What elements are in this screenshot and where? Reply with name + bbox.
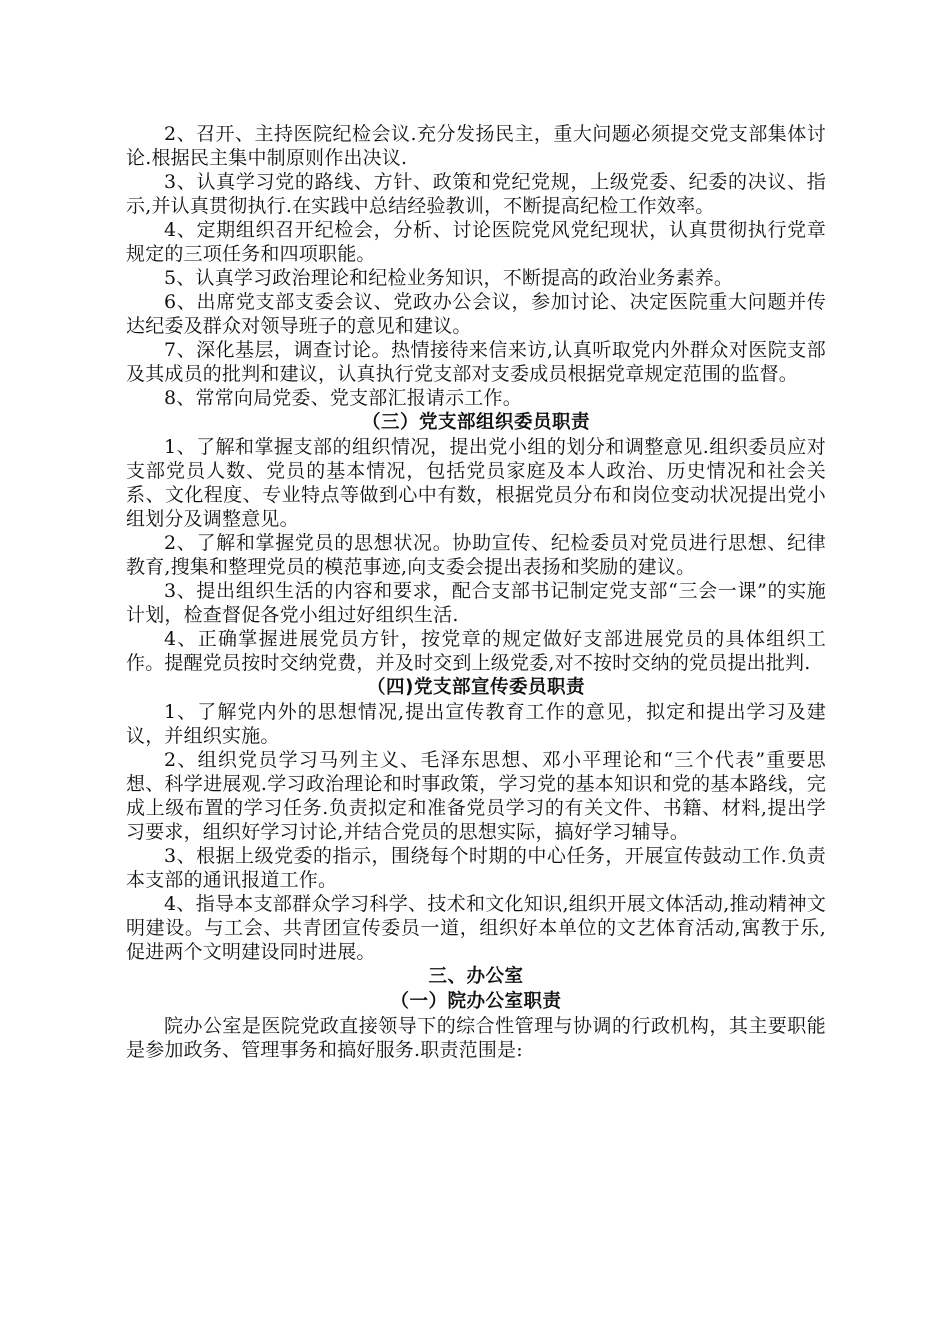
section-heading-publicity: （四)党支部宣传委员职责 <box>367 677 585 698</box>
paragraph-discipline-6: 6、出席党支部支委会议、党政办公会议，参加讨论、决定医院重大问题并传达纪委及群众对领导班子的意见和建议。 <box>126 291 826 337</box>
paragraph-organization-4: 4、正确掌握进展党员方针，按党章的规定做好支部进展党员的具体组织工作。提醒党员按时交纳党费，并及时交到上级党委,对不按时交纳的党员提出批判. <box>126 628 826 674</box>
paragraph-discipline-7: 7、深化基层，调查讨论。热情接待来信来访,认真听取党内外群众对医院支部及其成员的批判和建议，认真执行党支部对支委成员根据党章规定范围的监督。 <box>126 339 826 385</box>
section-heading-organization: （三）党支部组织委员职责 <box>361 412 590 433</box>
paragraph-discipline-5: 5、认真学习政治理论和纪检业务知识，不断提高的政治业务素养。 <box>164 267 734 289</box>
paragraph-publicity-3: 3、根据上级党委的指示，围绕每个时期的中心任务，开展宣传鼓动工作.负责本支部的通讯报道工作。 <box>126 845 826 891</box>
section-heading-office-duties: （一）院办公室职责 <box>390 991 562 1012</box>
paragraph-publicity-2: 2、组织党员学习马列主义、毛泽东思想、邓小平理论和“三个代表”重要思想、科学进展观.学习政治理论和时事政策，学习党的基本知识和党的基本路线，完成上级布置的学习任务.负责拟定和准备党员学习的有关文件、书籍、材料,提出学习要求，组织好学习讨论,并结合党员的思想实际，搞好学习辅导。 <box>126 749 826 843</box>
paragraph-organization-1: 1、了解和掌握支部的组织情况，提出党小组的划分和调整意见.组织委员应对支部党员人数、党员的基本情况，包括党员家庭及本人政治、历史情况和社会关系、文化程度、专业特点等做到心中有数，根据党员分布和岗位变动状况提出党小组划分及调整意见。 <box>126 436 826 530</box>
paragraph-organization-2: 2、了解和掌握党员的思想状况。协助宣传、纪检委员对党员进行思想、纪律教育,搜集和整理党员的模范事迹,向支委会提出表扬和奖励的建议。 <box>126 532 826 578</box>
document-body <box>126 122 826 1062</box>
part-heading-office: 三、办公室 <box>428 966 524 987</box>
paragraph-discipline-2: 2、召开、主持医院纪检会议.充分发扬民主，重大问题必须提交党支部集体讨论.根据民主集中制原则作出决议. <box>126 123 826 169</box>
paragraph-discipline-8: 8、常常向局党委、党支部汇报请示工作。 <box>164 387 522 409</box>
paragraph-discipline-3: 3、认真学习党的路线、方针、政策和党纪党规，上级党委、纪委的决议、指示,并认真贯彻执行.在实践中总结经验教训，不断提高纪检工作效率。 <box>126 171 826 217</box>
paragraph-office-1: 院办公室是医院党政直接领导下的综合性管理与协调的行政机构，其主要职能是参加政务、管理事务和搞好服务.职责范围是: <box>126 1015 826 1061</box>
paragraph-publicity-4: 4、指导本支部群众学习科学、技术和文化知识,组织开展文体活动,推动精神文明建设。与工会、共青团宣传委员一道，组织好本单位的文艺体育活动,寓教于乐,促进两个文明建设同时进展。 <box>126 893 826 963</box>
paragraph-organization-3: 3、提出组织生活的内容和要求，配合支部书记制定党支部“三会一课”的实施计划，检查督促各党小组过好组织生活. <box>126 580 826 626</box>
paragraph-discipline-4: 4、定期组织召开纪检会，分析、讨论医院党风党纪现状，认真贯彻执行党章规定的三项任务和四项职能。 <box>126 219 826 265</box>
paragraph-publicity-1: 1、了解党内外的思想情况,提出宣传教育工作的意见，拟定和提出学习及建议，并组织实施。 <box>126 701 826 747</box>
